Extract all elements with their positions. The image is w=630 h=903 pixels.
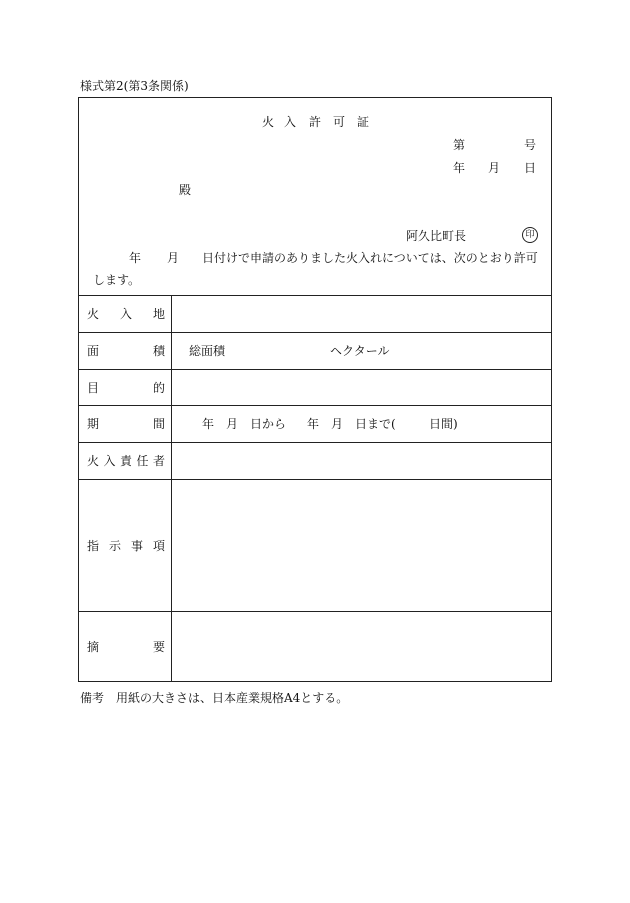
row-instructions <box>79 479 551 611</box>
title-char: 入 <box>284 115 297 129</box>
row-responsible-person <box>79 442 551 479</box>
row-label-cell <box>79 296 172 332</box>
row-label-cell <box>79 612 172 681</box>
row-label <box>87 345 165 357</box>
label-char: 指 <box>87 538 100 553</box>
label-char: 面 <box>87 344 100 358</box>
addressee-suffix: 殿 <box>179 183 192 197</box>
row-area <box>79 332 551 369</box>
period-end-month: 月 <box>331 417 344 431</box>
row-label-cell <box>79 443 172 479</box>
label-char: 地 <box>152 307 165 321</box>
title-char: 火 <box>262 115 275 129</box>
label-char: 示 <box>108 538 121 553</box>
label-char: 入 <box>119 307 132 321</box>
title-char: 可 <box>333 115 346 129</box>
row-label <box>87 418 165 430</box>
date-month: 月 <box>488 161 501 175</box>
label-char: 目 <box>87 380 100 395</box>
statement-line-1: 日付けで申請のありました火入れについては、次のとおり許可 <box>202 251 538 265</box>
period-start-month: 月 <box>226 417 239 431</box>
row-label <box>87 455 165 467</box>
label-char: 期 <box>87 417 100 431</box>
form-header <box>79 98 551 295</box>
row-label-cell <box>79 333 172 369</box>
row-remarks <box>79 611 551 681</box>
period-start-day: 日から <box>250 417 287 431</box>
number-suffix: 号 <box>524 138 537 152</box>
label-char: 積 <box>152 344 165 358</box>
label-char: 項 <box>152 538 165 553</box>
row-label <box>87 308 165 320</box>
label-char: 摘 <box>87 639 100 654</box>
label-char: 責 <box>119 454 132 468</box>
statement-line-2: します。 <box>93 273 141 287</box>
label-char: 事 <box>130 538 143 553</box>
row-period <box>79 405 551 442</box>
label-char: 者 <box>152 454 165 468</box>
row-label <box>87 382 165 394</box>
row-label-cell <box>79 480 172 611</box>
row-label-cell <box>79 406 172 442</box>
area-unit: ヘクタール <box>330 344 390 358</box>
form-number-label: 様式第2(第3条関係) <box>80 79 189 93</box>
statement-year: 年 <box>129 251 142 265</box>
row-burn-site <box>79 295 551 332</box>
permit-form <box>78 97 552 682</box>
label-char: 的 <box>152 380 165 395</box>
period-days: 日間) <box>429 417 458 431</box>
date-day: 日 <box>524 161 537 175</box>
row-label <box>87 641 165 653</box>
label-char: 入 <box>103 454 116 468</box>
period-end-year: 年 <box>307 417 320 431</box>
label-char: 火 <box>87 454 100 468</box>
row-purpose <box>79 369 551 405</box>
statement-month: 月 <box>167 251 180 265</box>
issuer-name: 阿久比町長 <box>406 229 467 243</box>
total-area-label: 総面積 <box>189 344 226 358</box>
label-char: 任 <box>136 454 149 468</box>
row-label-cell <box>79 370 172 405</box>
label-char: 要 <box>152 639 165 654</box>
date-year: 年 <box>453 161 466 175</box>
footnote: 備考 用紙の大きさは、日本産業規格A4とする。 <box>80 691 349 705</box>
seal-icon: 印 <box>522 227 538 243</box>
period-start-year: 年 <box>202 417 215 431</box>
label-char: 火 <box>87 307 100 321</box>
label-char: 間 <box>152 417 165 431</box>
number-prefix: 第 <box>453 138 466 152</box>
title-char: 証 <box>357 115 370 129</box>
period-end-day: 日まで( <box>355 417 396 431</box>
title-char: 許 <box>309 115 322 129</box>
row-label <box>87 540 165 552</box>
